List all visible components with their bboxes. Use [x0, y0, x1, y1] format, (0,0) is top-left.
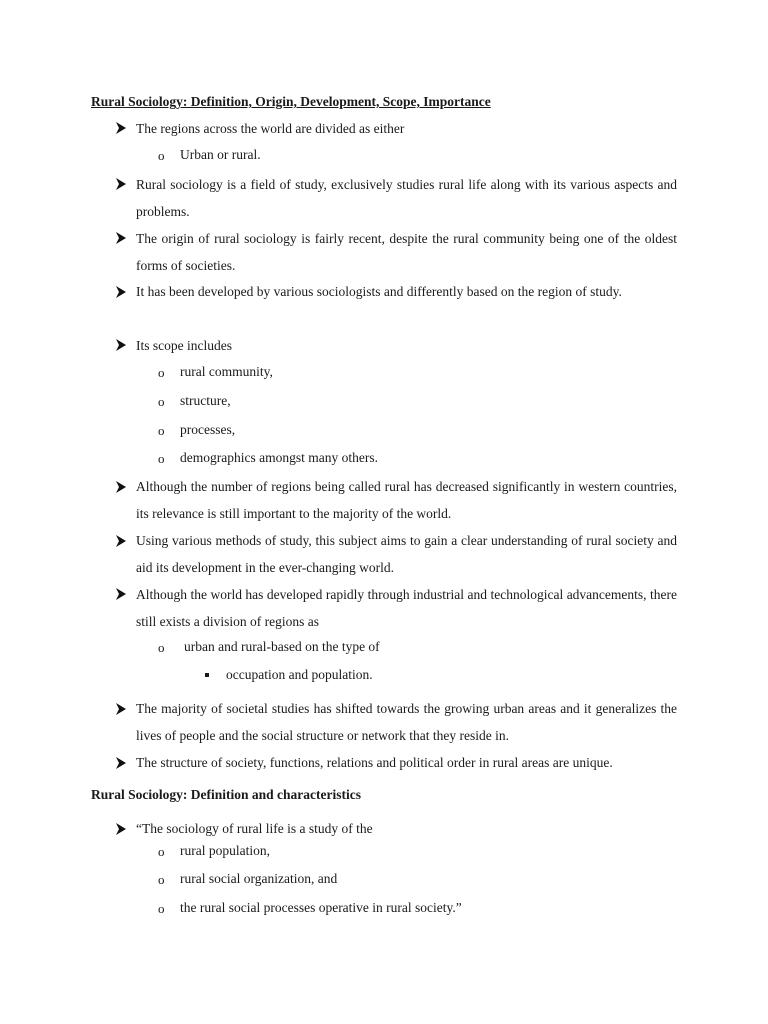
- circle-bullet-icon: o: [158, 394, 165, 409]
- sub-sub-bullet-text: occupation and population.: [226, 667, 373, 682]
- arrow-bullet-icon: [114, 587, 128, 601]
- bullet-text: The majority of societal studies has shifted towards the growing urban areas and it generalizes the lives of people and the social structure or network that they reside in.: [136, 701, 677, 743]
- circle-bullet-icon: o: [158, 901, 165, 916]
- bullet-text: Its scope includes: [136, 338, 232, 353]
- sub-bullet-text: processes,: [180, 422, 236, 437]
- bullet-text: Using various methods of study, this subject aims to gain a clear understanding of rural society and aid its development in the ever-changing world.: [136, 533, 677, 575]
- circle-bullet-icon: o: [158, 640, 165, 655]
- circle-bullet-icon: o: [158, 423, 165, 438]
- sub-bullet-text: structure,: [180, 393, 231, 408]
- arrow-bullet-icon: [114, 177, 128, 191]
- bullet-text: Rural sociology is a field of study, exclusively studies rural life along with its various aspects and problems.: [136, 177, 677, 219]
- arrow-bullet-icon: [114, 338, 128, 352]
- sub-bullet-text: demographics amongst many others.: [180, 450, 378, 465]
- circle-bullet-icon: o: [158, 365, 165, 380]
- bullet-text: The origin of rural sociology is fairly recent, despite the rural community being one of the oldest forms of societies.: [136, 231, 677, 273]
- arrow-bullet-icon: [114, 285, 128, 299]
- arrow-bullet-icon: [114, 121, 128, 135]
- arrow-bullet-icon: [114, 702, 128, 716]
- section-heading-main: Rural Sociology: Definition, Origin, Development, Scope, Importance: [91, 94, 491, 109]
- bullet-text: Although the number of regions being called rural has decreased significantly in western countries, its relevance is still important to the majority of the world.: [136, 479, 677, 521]
- bullet-text: Although the world has developed rapidly through industrial and technological advancements, there still exists a division of regions as: [136, 587, 677, 629]
- arrow-bullet-icon: [114, 822, 128, 836]
- bullet-text: “The sociology of rural life is a study of the: [136, 821, 373, 836]
- sub-bullet-text: rural social organization, and: [180, 871, 338, 886]
- bullet-text: It has been developed by various sociologists and differently based on the region of study.: [136, 284, 622, 299]
- square-bullet-icon: [205, 673, 209, 677]
- sub-bullet-text: rural population,: [180, 843, 270, 858]
- bullet-text: The regions across the world are divided as either: [136, 121, 405, 136]
- sub-bullet-text: rural community,: [180, 364, 273, 379]
- arrow-bullet-icon: [114, 534, 128, 548]
- arrow-bullet-icon: [114, 480, 128, 494]
- circle-bullet-icon: o: [158, 451, 165, 466]
- circle-bullet-icon: o: [158, 844, 165, 859]
- bullet-text: The structure of society, functions, relations and political order in rural areas are unique.: [136, 755, 613, 770]
- circle-bullet-icon: o: [158, 148, 165, 163]
- section-heading-definition: Rural Sociology: Definition and characteristics: [91, 787, 361, 802]
- sub-bullet-text: the rural social processes operative in rural society.”: [180, 900, 462, 915]
- arrow-bullet-icon: [114, 231, 128, 245]
- sub-bullet-text: urban and rural-based on the type of: [184, 639, 380, 654]
- circle-bullet-icon: o: [158, 872, 165, 887]
- sub-bullet-text: Urban or rural.: [180, 147, 261, 162]
- arrow-bullet-icon: [114, 756, 128, 770]
